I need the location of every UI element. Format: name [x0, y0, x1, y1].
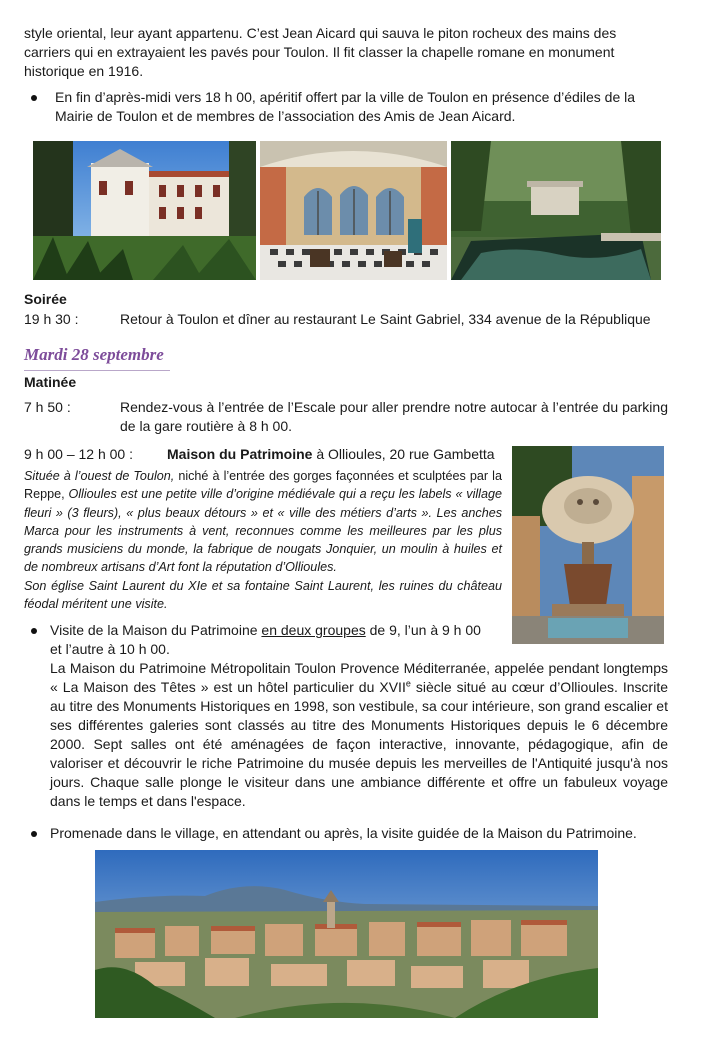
soiree-text: Retour à Toulon et dîner au restaurant Le Saint Gabriel, 334 avenue de la République — [120, 311, 651, 327]
ollioules-p1-part3: Ollioules est une petite ville d’origine médiévale qui a reçu les labels « village fleuri » (3 fleurs), « plus beaux détours » et « ville des métiers d’arts ». Les anches Marca pour les instruments à vent, reconnues comme les meilleures par les plus grands musiciens du monde, la fabrique de nougats Jonquier, un moulin à huiles et de nombreux artisans d’Art font la réputation d’Ollioules. — [24, 487, 502, 575]
soiree-heading: Soirée — [24, 291, 67, 307]
visite-desc-part2: siècle situé au cœur d’Ollioules. Inscrite au titre des Monuments Historiques en 1998, son vestibule, sa cour intérieure, son grand escalier et ses différentes galeries sont classés au titre des Monuments Historiques depuis le 6 décembre 2000. Sept salles ont été aménagées de façon interactive, innovante, pédagogique, afin de valoriser et découvrir le riche Patrimoine du musée depuis les merveilles de l'Antiquité jusqu'à nos jours. Chaque salle plonge le visiteur dans une ambiance différente et offre un fabuleux voyage dans le temps et dans l'espace. — [50, 679, 669, 809]
day-title: Mardi 28 septembre — [24, 345, 164, 364]
promenade-text: Promenade dans le village, en attendant ou après, la visite guidée de la Maison du Patrimoine. — [50, 825, 637, 841]
bullet-icon — [31, 95, 37, 101]
oriental-salon-photo — [260, 141, 447, 280]
visite-part2: de 9, l’un à 9 h 00 — [365, 622, 481, 638]
aperitif-line-1: En fin d’après-midi vers 18 h 00, apéritif offert par la ville de Toulon en présence d’édiles de la — [55, 89, 636, 105]
matinee-heading: Matinée — [24, 374, 77, 390]
ollioules-paragraph-1 — [24, 467, 502, 577]
patrimoine-title — [167, 445, 495, 464]
patrimoine-time: 9 h 00 – 12 h 00 : — [24, 446, 133, 462]
day-title-divider — [24, 370, 170, 371]
bullet-icon — [31, 628, 37, 634]
visite-desc-part1: La Maison du Patrimoine Métropolitain Toulon Provence Méditerranée, appelée pendant longtemps « La Maison des Têtes » est un hôtel particulier du XVII — [50, 660, 668, 695]
intro-paragraph — [24, 24, 672, 81]
aperitif-line-2: Mairie de Toulon et de membres de l’association des Amis de Jean Aicard. — [55, 108, 516, 124]
fountain-photo — [512, 446, 664, 644]
soiree-time: 19 h 30 : — [24, 311, 79, 327]
visite-part1: Visite de la Maison du Patrimoine — [50, 622, 262, 638]
intro-line-3: historique en 1916. — [24, 63, 144, 79]
patrimoine-place: à Ollioules, 20 rue Gambetta — [312, 446, 495, 462]
villa-photo — [33, 141, 256, 280]
visite-bullet-header — [50, 621, 502, 659]
bullet-aperitif — [55, 88, 672, 126]
visite-line-2: et l’autre à 10 h 00. — [50, 641, 170, 657]
matinee-text: Rendez-vous à l’entrée de l’Escale pour aller prendre notre autocar à l’entrée du parking de la gare routière à 8 h 00. — [120, 399, 668, 434]
patrimoine-name: Maison du Patrimoine — [167, 446, 313, 462]
ollioules-description — [24, 467, 502, 613]
ollioules-p1-part2: niché à l’entrée des gorges façonnées et sculptées par la Reppe, — [24, 469, 502, 502]
visite-line-1 — [50, 621, 502, 640]
garden-pool-photo — [451, 141, 661, 280]
ollioules-p1-part1: Située à l’ouest de Toulon, — [24, 469, 175, 483]
visite-underlined: en deux groupes — [261, 622, 366, 638]
ollioules-paragraph-2: Son église Saint Laurent du XIe et sa fontaine Saint Laurent, les ruines du château féodal méritent une visite. — [24, 578, 502, 612]
matinee-time: 7 h 50 : — [24, 399, 71, 415]
intro-line-1: style oriental, leur ayant appartenu. C’est Jean Aicard qui sauva le piton rocheux des mains des — [24, 25, 617, 41]
visite-description — [50, 659, 668, 811]
village-panorama-photo — [95, 850, 598, 1018]
intro-line-2: carriers qui en extrayaient les pavés pour Toulon. Il fit classer la chapelle romane en monument — [24, 44, 615, 60]
visite-desc-sup: e — [405, 678, 411, 689]
bullet-icon — [31, 831, 37, 837]
